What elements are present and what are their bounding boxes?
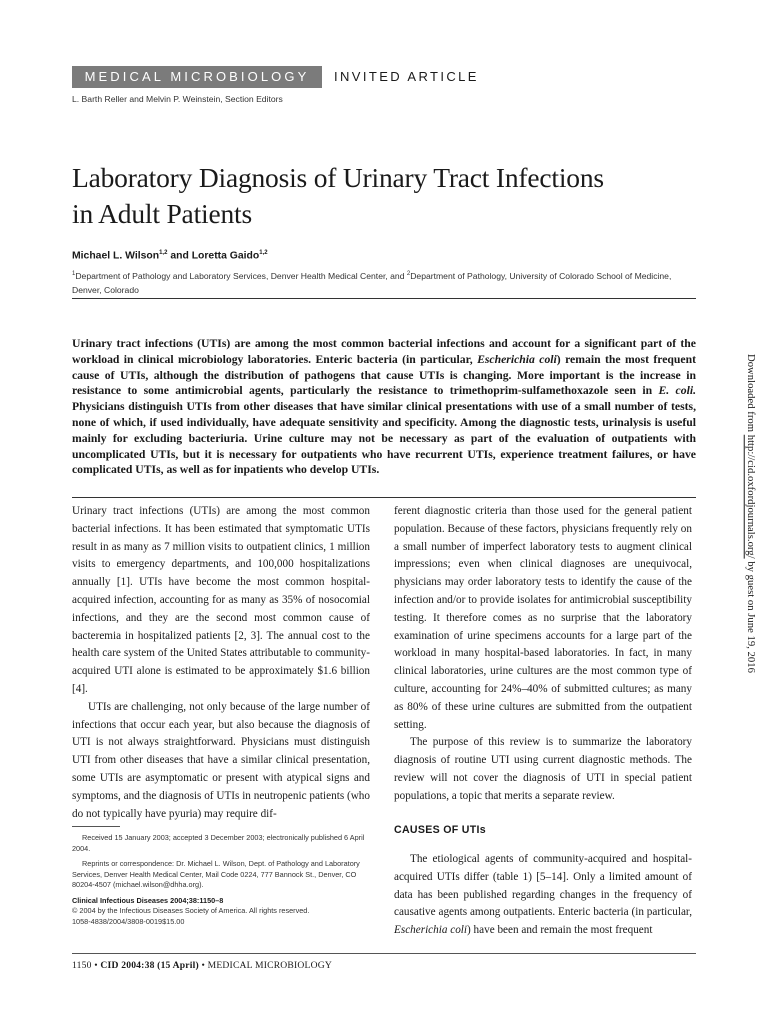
body-column-left <box>72 503 370 823</box>
abstract-text: Physicians distinguish UTIs from other diseases that have similar clinical presentations with use of a small number of tests, none of which, if used individually, have adequate sensitivity and specificity. Among the diagnostic tests, urinalysis is useful mainly for excluding bacteriuria. Urine culture may not be necessary as part of the evaluation of outpatients with uncomplicated UTIs, but it is necessary for outpatients who have recurrent UTIs, experience treatment failures, or have complicated UTIs, as well as for inpatients who develop UTIs. <box>72 400 696 477</box>
body-text: ) have been and remain the most frequent <box>467 924 653 937</box>
author-name: Michael L. Wilson <box>72 250 160 262</box>
download-note-suffix: by guest on June 19, 2016 <box>745 558 757 673</box>
page-footer <box>72 960 332 971</box>
download-note <box>745 354 757 673</box>
footnote-copyright: © 2004 by the Infectious Diseases Society of America. All rights reserved. <box>72 906 310 915</box>
body-column-right <box>394 503 692 806</box>
body-paragraph: UTIs are challenging, not only because of the large number of infections that occur each year, but also because the diagnosis of UTI is not always straightforward. Physicians must distinguish UTI from other diseases that have a similar clinical presentation, some UTIs are asymptomatic or present with atypical signs and symptoms, and the diagnosis of UTIs in neutropenic patients (who do not typically have pyuria) may require dif- <box>72 700 370 820</box>
affiliation-text: Department of Pathology and Laboratory Services, Denver Health Medical Center, and <box>75 270 407 281</box>
author-list <box>72 250 268 261</box>
divider <box>72 497 696 498</box>
footnote-issn: 1058-4838/2004/3808-0019$15.00 <box>72 916 185 926</box>
author-affiliation-mark: 1,2 <box>159 250 168 256</box>
affiliation-mark: 1 <box>72 271 76 277</box>
divider <box>72 298 696 299</box>
footnote-rule <box>72 826 120 827</box>
footnotes <box>72 833 372 927</box>
footer-separator: • <box>198 960 208 971</box>
footer-separator: • <box>91 960 101 971</box>
download-link[interactable]: http://cid.oxfordjournals.org/ <box>745 434 757 559</box>
section-editors: L. Barth Reller and Melvin P. Weinstein, Section Editors <box>72 94 283 104</box>
body-paragraph: ferent diagnostic criteria than those used for the general patient population. Because of these factors, physicians frequently rely on a small number of imperfect laboratory tests to augment clinical impressions; even when clinical diagnoses are unequivocal, physicians may order laboratory tests to identify the cause of the infection and/or to provide isolates for antimicrobial susceptibility testing. It therefore comes as no surprise that the laboratory examination of urine specimens accounts for a large part of the workload in many hospital-based laboratories. In fact, in many clinical laboratories, urine cultures are the most common type of culture, accounting for 24%–40% of submitted cultures; as many as 80% of these urine cultures are submitted from the outpatient setting. <box>394 505 692 731</box>
author-name: Loretta Gaido <box>191 250 260 262</box>
abstract-text: Urinary tract infections (UTIs) are among the most common bacterial infections and account for a significant part of the workload in clinical microbiology laboratories. Enteric bacteria (in particular, <box>72 337 696 366</box>
footer-rule <box>72 953 696 954</box>
author-affiliation-mark: 1,2 <box>259 250 268 256</box>
footnote-reprints: Reprints or correspondence: Dr. Michael L. Wilson, Dept. of Pathology and Laboratory Services, Denver Health Medical Center, Mail Code 0224, 777 Bannock St., Denver, CO 80204-4507 (michael.wilson@dhha.org). <box>72 859 360 889</box>
body-paragraph <box>394 851 692 940</box>
footer-section: MEDICAL MICROBIOLOGY <box>207 960 333 971</box>
abstract-text: ) remain the most frequent cause of UTIs, although the distribution of pathogens that cause UTIs is changing. More important is the increase in resistance to some antimicrobial agents, particularly the resistance to trimethoprim-sulfamethoxazole seen in <box>72 352 696 398</box>
download-note-prefix: Downloaded from <box>745 354 757 435</box>
page-number: 1150 <box>72 960 92 971</box>
affiliation-text: Department of Pathology, University of Colorado School of Medicine, <box>410 270 672 281</box>
affiliation-mark: 2 <box>406 271 411 277</box>
footnote-received: Received 15 January 2003; accepted 3 December 2003; electronically published 6 April 2004. <box>72 833 365 853</box>
author-conjunction: and <box>167 250 192 262</box>
title-line-1: Laboratory Diagnosis of Urinary Tract Infections <box>72 162 604 193</box>
journal-citation: CID 2004:38 (15 April) <box>100 960 199 971</box>
abstract <box>72 336 696 478</box>
article-type: INVITED ARTICLE <box>334 69 479 84</box>
species-name: Escherichia coli <box>394 924 468 937</box>
section-heading: CAUSES OF UTIs <box>394 824 486 836</box>
section-band: MEDICAL MICROBIOLOGY <box>72 66 322 88</box>
body-paragraph: The purpose of this review is to summarize the laboratory diagnosis of routine UTI using current diagnostic methods. The review will not cover the diagnosis of UTI in special patient populations, a topic that merits a separate review. <box>394 736 692 802</box>
article-title <box>72 160 652 232</box>
footnote-journal: Clinical Infectious Diseases 2004;38:1150–8 <box>72 895 224 905</box>
title-line-2: in Adult Patients <box>72 198 252 229</box>
body-column-right-lower <box>394 851 692 940</box>
affiliation-text: Denver, Colorado <box>72 284 139 295</box>
affiliations <box>72 267 696 297</box>
species-name: E. coli. <box>658 384 696 398</box>
body-paragraph: Urinary tract infections (UTIs) are among the most common bacterial infections. It has been estimated that symptomatic UTIs result in as many as 7 million visits to outpatient clinics, 1 million visits to emergency departments, and 100,000 hospitalizations annually [1]. UTIs have become the most common hospital-acquired infection, accounting for as many as 35% of nosocomial infections, and they are the second most common cause of bacteremia in hospitalized patients [2, 3]. The annual cost to the health care system of the United States attributable to community-acquired UTI alone is estimated to be approximately $1.6 billion [4]. <box>72 505 370 695</box>
body-text: The etiological agents of community-acquired and hospital-acquired UTIs differ (table 1) [5–14]. Only a limited amount of data has been published regarding changes in the frequency of causative agents among outpatients. Enteric bacteria (in particular, <box>394 853 692 919</box>
species-name: Escherichia coli <box>477 352 557 366</box>
